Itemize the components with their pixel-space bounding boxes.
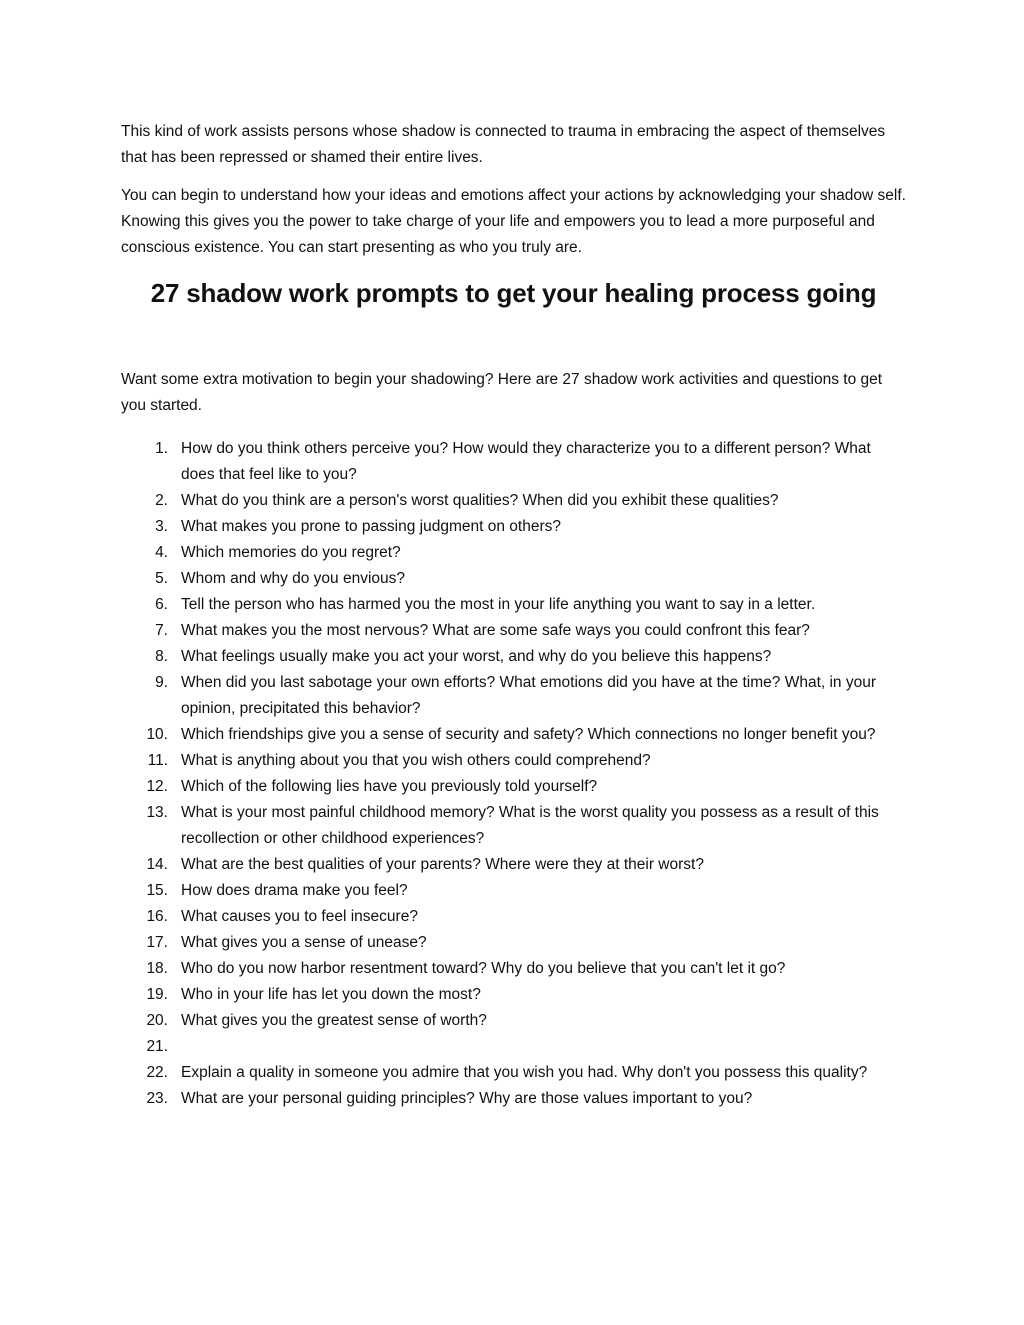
list-number: 18.: [146, 960, 168, 977]
document-page: [121, 119, 906, 1112]
list-item: [121, 878, 906, 904]
list-text: Explain a quality in someone you admire that you wish you had. Why don't you possess this quality?: [181, 1064, 868, 1081]
list-number: 11.: [147, 752, 168, 769]
intro-paragraph: Want some extra motivation to begin your shadowing? Here are 27 shadow work activities and questions to get you started.: [121, 371, 883, 414]
list-number: 3.: [155, 518, 168, 535]
list-item: [121, 852, 906, 878]
list-number: 7.: [155, 622, 168, 639]
list-text: Which memories do you regret?: [181, 544, 401, 561]
list-item: [121, 1086, 906, 1112]
list-text: How does drama make you feel?: [181, 882, 408, 899]
list-text: What gives you the greatest sense of worth?: [181, 1012, 487, 1029]
list-text: What is anything about you that you wish others could comprehend?: [181, 752, 651, 769]
list-item: [121, 774, 906, 800]
list-text: [181, 1034, 906, 1060]
list-number: 13.: [146, 804, 168, 821]
list-item: [121, 722, 906, 748]
list-item: [121, 1060, 906, 1086]
body-paragraph: You can begin to understand how your ideas and emotions affect your actions by acknowledging your shadow self. Knowing this gives you the power to take charge of your life and empowers you to lead a more purposeful and conscious existence. You can start presenting as who you truly are.: [121, 187, 906, 256]
list-number: 4.: [155, 544, 168, 561]
list-number: 6.: [155, 596, 168, 613]
list-item: [121, 1034, 906, 1060]
list-text: Whom and why do you envious?: [181, 570, 406, 587]
list-item: [121, 436, 906, 488]
list-text: What are the best qualities of your parents? Where were they at their worst?: [181, 856, 704, 873]
list-number: 10.: [146, 726, 168, 743]
list-text: Which friendships give you a sense of security and safety? Which connections no longer benefit you?: [181, 726, 876, 743]
list-text: What gives you a sense of unease?: [181, 934, 427, 951]
list-number: 1.: [155, 440, 168, 457]
list-text: How do you think others perceive you? How would they characterize you to a different person? What does that feel like to you?: [181, 440, 871, 483]
list-text: What is your most painful childhood memory? What is the worst quality you possess as a result of this recollection or other childhood experiences?: [181, 804, 879, 847]
list-text: What feelings usually make you act your worst, and why do you believe this happens?: [181, 648, 772, 665]
list-item: [121, 670, 906, 722]
list-text: Tell the person who has harmed you the most in your life anything you want to say in a letter.: [181, 596, 816, 613]
list-number: 8.: [155, 648, 168, 665]
list-number: 23.: [146, 1090, 168, 1107]
list-item: [121, 904, 906, 930]
list-number: 2.: [155, 492, 168, 509]
section-heading: 27 shadow work prompts to get your healing process going: [150, 278, 877, 308]
list-item: [121, 566, 906, 592]
list-number: 20.: [146, 1012, 168, 1029]
list-item: [121, 514, 906, 540]
list-number: 16.: [146, 908, 168, 925]
body-paragraph: This kind of work assists persons whose shadow is connected to trauma in embracing the aspect of themselves that has been repressed or shamed their entire lives.: [121, 123, 886, 166]
list-item: [121, 644, 906, 670]
list-text: What do you think are a person's worst qualities? When did you exhibit these qualities?: [181, 492, 779, 509]
list-text: What makes you the most nervous? What are some safe ways you could confront this fear?: [181, 622, 810, 639]
list-text: What are your personal guiding principles? Why are those values important to you?: [181, 1090, 753, 1107]
list-text: What causes you to feel insecure?: [181, 908, 418, 925]
list-text: Which of the following lies have you previously told yourself?: [181, 778, 598, 795]
list-number: 22.: [146, 1064, 168, 1081]
list-item: [121, 618, 906, 644]
list-item: [121, 956, 906, 982]
list-text: What makes you prone to passing judgment on others?: [181, 518, 561, 535]
list-number: 14.: [146, 856, 168, 873]
list-number: 12.: [146, 778, 168, 795]
list-item: [121, 982, 906, 1008]
list-item: [121, 800, 906, 852]
list-number: 17.: [146, 934, 168, 951]
list-item: [121, 488, 906, 514]
list-number: 9.: [155, 674, 168, 691]
list-number: 19.: [146, 986, 168, 1003]
prompt-list: [121, 436, 906, 1112]
list-item: [121, 592, 906, 618]
list-text: Who do you now harbor resentment toward? Why do you believe that you can't let it go?: [181, 960, 786, 977]
list-item: [121, 930, 906, 956]
list-item: [121, 1008, 906, 1034]
list-item: [121, 748, 906, 774]
list-item: [121, 540, 906, 566]
list-number: 21.: [146, 1038, 168, 1055]
list-number: 15.: [146, 882, 168, 899]
list-text: Who in your life has let you down the most?: [181, 986, 481, 1003]
list-text: When did you last sabotage your own efforts? What emotions did you have at the time? What, in your opinion, precipitated this behavior?: [181, 674, 877, 717]
list-number: 5.: [155, 570, 168, 587]
